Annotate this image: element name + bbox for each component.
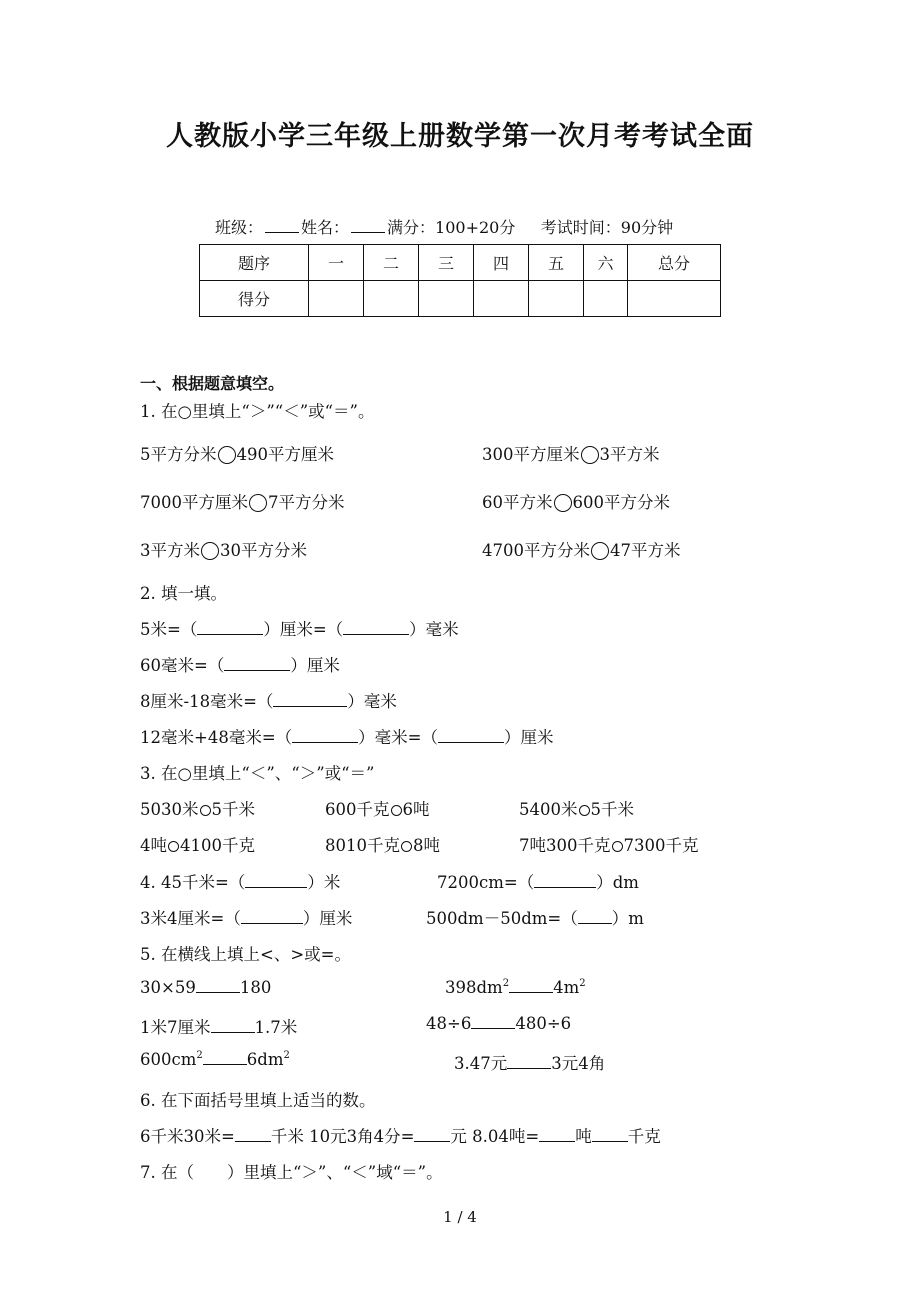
text: 6吨 (402, 800, 430, 819)
answer-blank[interactable] (241, 911, 303, 924)
compare-circle[interactable] (579, 805, 590, 816)
q5-item (140, 1050, 290, 1069)
text: 3.47元 (454, 1054, 508, 1073)
text: 180 (239, 978, 272, 997)
text: 4100千克 (180, 836, 255, 855)
q1-right: 7平方分米 (268, 493, 345, 512)
text: 1.7米 (254, 1018, 298, 1037)
page-number: 1 / 4 (443, 1208, 477, 1226)
text: 12毫米+48毫米=（ (140, 728, 293, 747)
answer-blank[interactable] (534, 875, 596, 888)
compare-circle[interactable] (249, 494, 267, 512)
text: ）毫米 (409, 620, 459, 639)
q7-prompt: 7. 在（ ）里填上“＞”、“＜”域“＝”。 (140, 1163, 443, 1182)
text: ）m (611, 909, 644, 928)
text: 60毫米=（ (140, 656, 225, 675)
q4-item (426, 905, 644, 929)
answer-blank[interactable] (509, 980, 553, 993)
q1-item (140, 489, 345, 513)
score-cell[interactable] (309, 281, 364, 317)
superscript: 2 (579, 978, 586, 989)
q1-left: 7000平方厘米 (140, 493, 248, 512)
q6-prompt: 6. 在下面括号里填上适当的数。 (140, 1091, 376, 1110)
score-label: 满分：100+20分 (387, 218, 516, 237)
q1-right: 490平方厘米 (236, 445, 334, 464)
table-cell: 三 (419, 245, 474, 281)
q1-right: 30平方分米 (220, 541, 307, 560)
score-cell[interactable] (364, 281, 419, 317)
answer-blank[interactable] (592, 1129, 628, 1142)
q3-prompt: 3. 在○里填上“＜”、“＞”或“＝” (140, 764, 375, 783)
q4-item (140, 869, 340, 893)
compare-circle[interactable] (391, 805, 402, 816)
score-table (199, 244, 721, 317)
table-cell: 二 (364, 245, 419, 281)
text: 5千米 (590, 800, 634, 819)
answer-blank[interactable] (197, 622, 263, 635)
text: 吨 (575, 1127, 592, 1146)
q1-prompt: 1. 在○里填上“＞”“＜”或“＝”。 (140, 402, 375, 421)
table-header-row (200, 245, 721, 281)
section-heading: 一、根据题意填空。 (140, 374, 285, 393)
exam-info (215, 215, 673, 238)
compare-circle[interactable] (554, 494, 572, 512)
table-cell: 四 (474, 245, 529, 281)
answer-blank[interactable] (292, 730, 358, 743)
q1-item (482, 441, 660, 465)
text: ）毫米 (347, 692, 397, 711)
superscript: 2 (283, 1050, 290, 1061)
q1-right: 600平方分米 (572, 493, 670, 512)
answer-blank[interactable] (539, 1129, 575, 1142)
q5-item (140, 1014, 297, 1038)
text: ）厘米 (290, 656, 340, 675)
answer-blank[interactable] (203, 1052, 247, 1065)
answer-blank[interactable] (196, 980, 240, 993)
text: 5030米 (140, 800, 199, 819)
q2-line (140, 616, 459, 640)
answer-blank[interactable] (235, 1129, 271, 1142)
text: 元 8.04吨= (450, 1127, 540, 1146)
q3-item (140, 832, 255, 856)
text: ）dm (596, 873, 639, 892)
table-cell: 六 (584, 245, 628, 281)
q1-right: 47平方米 (610, 541, 681, 560)
table-cell: 总分 (628, 245, 721, 281)
q1-left: 4700平方分米 (482, 541, 590, 560)
answer-blank[interactable] (507, 1056, 551, 1069)
q5-item (445, 978, 586, 997)
text: 千克 (627, 1127, 661, 1146)
superscript: 2 (502, 978, 510, 989)
text: 4吨 (140, 836, 167, 855)
text: 千米 10元3角4分= (270, 1127, 415, 1146)
answer-blank[interactable] (578, 911, 612, 924)
compare-circle[interactable] (612, 841, 623, 852)
q4-item (437, 869, 639, 893)
superscript: 2 (196, 1050, 203, 1061)
text: 6dm (246, 1050, 284, 1069)
compare-circle[interactable] (591, 542, 609, 560)
answer-blank[interactable] (414, 1129, 450, 1142)
answer-blank[interactable] (438, 730, 504, 743)
text: 600千克 (325, 800, 390, 819)
score-cell[interactable] (584, 281, 628, 317)
q1-right: 3平方米 (599, 445, 660, 464)
text: 398dm (445, 978, 503, 997)
answer-blank[interactable] (211, 1020, 255, 1033)
text: 7200cm=（ (437, 873, 535, 892)
q3-item (519, 832, 699, 856)
q2-prompt: 2. 填一填。 (140, 584, 227, 603)
text: 6千米30米= (140, 1127, 235, 1146)
table-cell: 题序 (200, 245, 309, 281)
q1-left: 60平方米 (482, 493, 553, 512)
q1-item (482, 489, 670, 513)
class-blank[interactable] (265, 219, 299, 233)
text: 5千米 (211, 800, 255, 819)
text: 480÷6 (515, 1014, 572, 1033)
text: 7吨300千克 (519, 836, 611, 855)
q2-line (140, 688, 397, 712)
score-cell[interactable] (474, 281, 529, 317)
score-cell[interactable] (419, 281, 474, 317)
q1-item (482, 537, 681, 561)
text: 4. 45千米=（ (140, 873, 246, 892)
table-score-row (200, 281, 721, 317)
answer-blank[interactable] (245, 875, 307, 888)
time-label: 考试时间：90分钟 (540, 218, 674, 237)
text: ）厘米=（ (263, 620, 344, 639)
text: ）厘米 (302, 909, 353, 928)
q4-item (140, 905, 352, 929)
text: 8吨 (413, 836, 440, 855)
q1-item (140, 441, 334, 465)
q2-line (140, 652, 340, 676)
class-label: 班级： (215, 218, 264, 237)
text: ）毫米=（ (358, 728, 438, 747)
q5-item (454, 1050, 605, 1074)
q3-item (325, 796, 430, 820)
q1-left: 3平方米 (140, 541, 200, 560)
q1-item (140, 537, 307, 561)
compare-circle[interactable] (218, 446, 236, 464)
text: 3米4厘米=（ (140, 909, 241, 928)
q3-item (140, 796, 255, 820)
text: 5400米 (519, 800, 578, 819)
text: 8010千克 (325, 836, 400, 855)
compare-circle[interactable] (201, 542, 219, 560)
table-cell: 五 (529, 245, 584, 281)
table-cell: 得分 (200, 281, 309, 317)
text: 3元4角 (551, 1054, 606, 1073)
q2-line (140, 724, 553, 748)
name-label: 姓名： (301, 218, 350, 237)
q5-prompt: 5. 在横线上填上<、>或=。 (140, 945, 351, 964)
text: 7300千克 (623, 836, 699, 855)
text: 1米7厘米 (140, 1018, 211, 1037)
text: 4m (553, 978, 580, 997)
q3-item (519, 796, 634, 820)
q5-item (140, 978, 271, 997)
text: 48÷6 (426, 1014, 472, 1033)
score-cell[interactable] (529, 281, 584, 317)
answer-blank[interactable] (471, 1016, 515, 1029)
compare-circle[interactable] (200, 805, 211, 816)
answer-blank[interactable] (343, 622, 409, 635)
compare-circle[interactable] (168, 841, 179, 852)
q1-left: 300平方厘米 (482, 445, 580, 464)
page-title: 人教版小学三年级上册数学第一次月考考试全面 (166, 121, 754, 152)
text: 600cm (140, 1050, 197, 1069)
text: 8厘米-18毫米=（ (140, 692, 274, 711)
q3-item (325, 832, 440, 856)
answer-blank[interactable] (224, 658, 290, 671)
text: 500dm－50dm=（ (426, 909, 578, 928)
table-cell: 一 (309, 245, 364, 281)
text: 30×59 (140, 978, 196, 997)
compare-circle[interactable] (581, 446, 599, 464)
answer-blank[interactable] (273, 694, 347, 707)
name-blank[interactable] (351, 219, 385, 233)
text: ）米 (307, 873, 341, 892)
text: ）厘米 (503, 728, 554, 747)
q6-line (140, 1123, 661, 1147)
score-cell[interactable] (628, 281, 721, 317)
q1-left: 5平方分米 (140, 445, 217, 464)
text: 5米=（ (140, 620, 198, 639)
q5-item (426, 1014, 571, 1033)
compare-circle[interactable] (401, 841, 412, 852)
